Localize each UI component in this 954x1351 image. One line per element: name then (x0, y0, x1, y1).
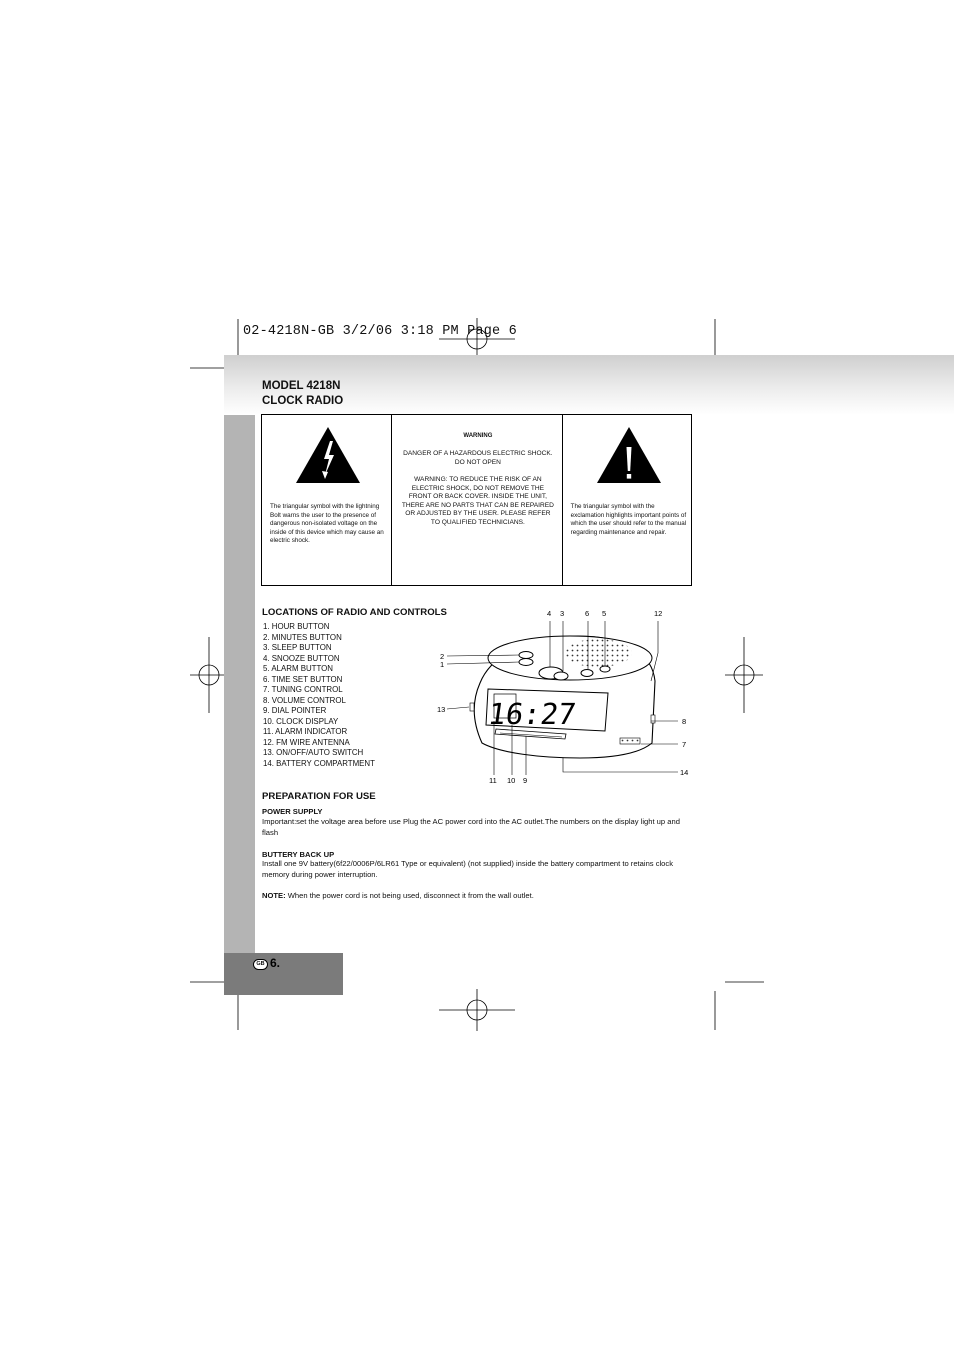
gb-badge (253, 959, 268, 970)
model-title: MODEL 4218N (262, 380, 341, 392)
lightning-description: The triangular symbol with the lightning Bolt warns the user to the presence of dangerous non-isolated voltage on the inside of this device which may cause an electric shock. (270, 503, 384, 545)
list-item: 11. ALARM INDICATOR (263, 727, 348, 736)
list-item: 13. ON/OFF/AUTO SWITCH (263, 748, 364, 757)
sleep-button (554, 672, 568, 680)
list-item: 12. FM WIRE ANTENNA (263, 737, 350, 747)
callout-13: 13 (437, 705, 446, 714)
power-supply-heading: POWER SUPPLY (262, 807, 323, 816)
warning-cell-lightning (262, 415, 391, 585)
battery-text: Install one 9V battery(6f22/0006P/6LR61 Type or equivalent) (not supplied) inside the battery compartment to retains clock memory during power interruption. (262, 859, 674, 879)
tuning-control (620, 738, 640, 744)
list-item: 14. BATTERY COMPARTMENT (263, 758, 375, 768)
registration-mark-bottom (439, 989, 515, 1031)
registration-mark-left (190, 637, 228, 713)
list-item: 7. TUNING CONTROL (263, 685, 343, 694)
warning-details: WARNING: TO REDUCE THE RISK OF AN ELECTRIC SHOCK, DO NOT REMOVE THE FRONT OR BACK COVER. INSIDE THE UNIT, THERE ARE NO PARTS THAT CAN BE REPAIRED OR ADJUSTED BY THE USER. PLEASE REFER TO QUALIFIED TECHNICIANS. (401, 476, 554, 526)
list-item: 6. TIME SET BUTTON (263, 674, 343, 684)
power-supply-text: Important:set the voltage area before use Plug the AC power cord into the AC outlet.The numbers on the display light up and flash (262, 817, 680, 837)
side-bar (224, 415, 255, 953)
note-label: NOTE: (262, 891, 286, 900)
callout-6: 6 (585, 609, 590, 618)
list-item: 5. ALARM BUTTON (263, 664, 334, 673)
note-paragraph (262, 891, 694, 902)
hour-button (519, 659, 533, 666)
list-item: 3. SLEEP BUTTON (263, 643, 332, 652)
clock-radio-diagram (430, 603, 700, 788)
list-item: 1. HOUR BUTTON (263, 622, 330, 631)
exclamation-warning-icon (595, 425, 663, 485)
alarm-button (600, 666, 610, 672)
minutes-button (519, 652, 533, 659)
list-item: 2. MINUTES BUTTON (263, 632, 342, 642)
callout-9: 9 (523, 776, 528, 785)
callout-8: 8 (682, 717, 687, 726)
volume-control (651, 715, 655, 723)
callout-4: 4 (547, 609, 552, 618)
printer-slug: 02-4218N-GB 3/2/06 3:18 PM Page 6 (243, 324, 517, 339)
registration-mark-top (439, 318, 515, 360)
controls-list (263, 622, 375, 769)
warning-cell-text (391, 415, 561, 585)
callout-2: 2 (440, 652, 445, 661)
list-item: 8. VOLUME CONTROL (263, 695, 346, 705)
callout-14: 14 (680, 768, 689, 777)
danger-text: DANGER OF A HAZARDOUS ELECTRIC SHOCK. DO NOT OPEN (403, 450, 553, 466)
exclamation-description: The triangular symbol with the exclamation highlights important points of which the user should refer to the manual regarding maintenance and repair. (570, 503, 687, 536)
warning-title: WARNING (463, 433, 493, 439)
product-title: CLOCK RADIO (262, 395, 344, 407)
callout-7: 7 (682, 740, 687, 749)
warning-cell-exclamation (562, 415, 691, 585)
time-set-button (581, 670, 593, 677)
callout-5: 5 (602, 609, 607, 618)
warning-box (261, 414, 692, 586)
callout-12: 12 (654, 609, 663, 618)
footer-block (224, 953, 343, 995)
on-off-switch (470, 703, 474, 711)
gb-badge-text: GB (256, 961, 265, 967)
callout-10: 10 (507, 776, 516, 785)
list-item: 9. DIAL POINTER (263, 706, 327, 715)
preparation-heading: PREPARATION FOR USE (262, 791, 376, 802)
list-item: 10. CLOCK DISPLAY (263, 716, 339, 726)
locations-heading: LOCATIONS OF RADIO AND CONTROLS (262, 607, 447, 618)
page-number: 6. (270, 956, 281, 970)
registration-mark-right (725, 637, 763, 713)
battery-heading: BUTTERY BACK UP (262, 850, 335, 859)
list-item: 4. SNOOZE BUTTON (263, 653, 340, 663)
lightning-warning-icon (294, 425, 362, 485)
note-text: When the power cord is not being used, disconnect it from the wall outlet. (287, 891, 534, 900)
callout-11: 11 (489, 776, 497, 785)
callout-3: 3 (560, 609, 565, 618)
speaker-grille (564, 639, 632, 667)
clock-display: 16:27 (486, 697, 579, 731)
callout-1: 1 (440, 660, 445, 669)
